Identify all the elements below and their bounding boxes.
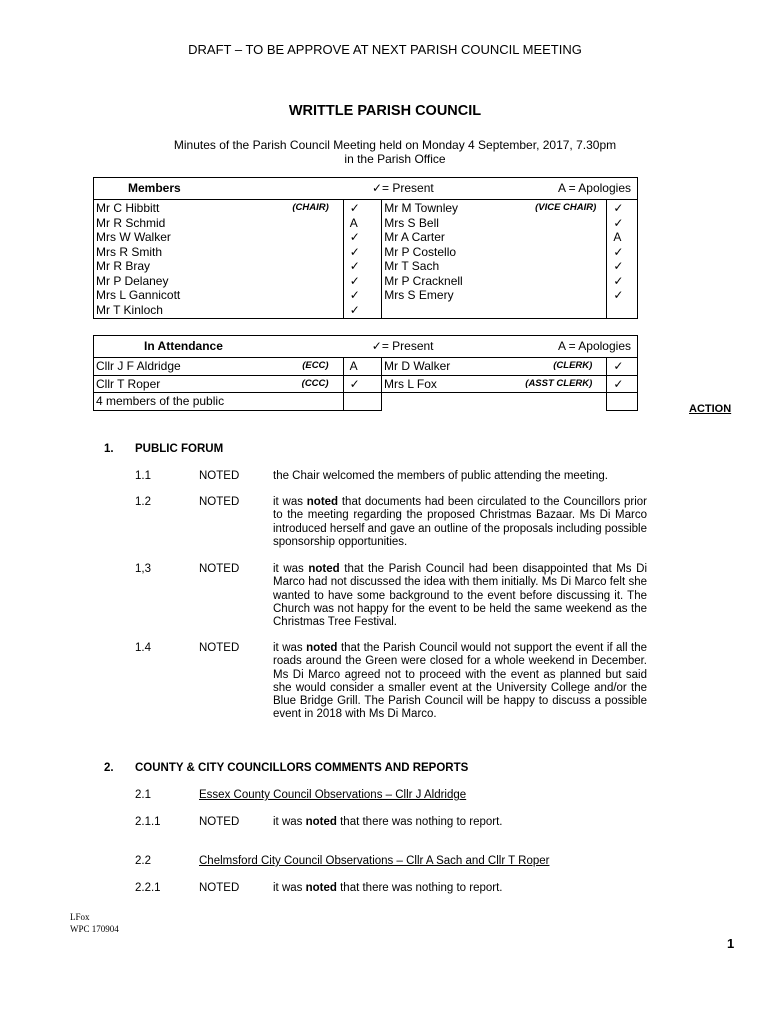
item-label: NOTED bbox=[199, 470, 240, 482]
role-tag: (ASST CLERK) bbox=[525, 377, 593, 389]
members-left-marks bbox=[343, 200, 381, 319]
item-number: 1.2 bbox=[135, 496, 151, 508]
item-text: the Chair welcomed the members of public attending the meeting. bbox=[273, 470, 608, 482]
subsection-title: Chelmsford City Council Observations – Cllr A Sach and Cllr T Roper bbox=[199, 855, 550, 867]
member-row: Mr R Bray bbox=[96, 259, 150, 273]
member-row: Mr P Delaney bbox=[96, 273, 169, 288]
attendee-name: 4 members of the public bbox=[94, 393, 344, 411]
attendance-row bbox=[94, 358, 638, 376]
subsection-number: 2.1 bbox=[135, 789, 151, 801]
members-heading: Members bbox=[128, 181, 181, 195]
attendance-mark: ✓ bbox=[607, 358, 638, 376]
attendee-name: Cllr T Roper bbox=[96, 376, 161, 391]
member-row: Mr T Kinloch bbox=[96, 302, 163, 317]
item-label: NOTED bbox=[199, 496, 240, 508]
member-row: Mrs W Walker bbox=[96, 230, 171, 244]
members-right-marks bbox=[607, 200, 638, 319]
members-right-names bbox=[382, 200, 607, 319]
footer-author: LFox bbox=[70, 912, 90, 922]
members-header-row bbox=[94, 178, 638, 200]
section-number: 1. bbox=[104, 443, 114, 455]
subsection-number: 2.2 bbox=[135, 855, 151, 867]
section-heading: COUNTY & CITY COUNCILLORS COMMENTS AND REPORTS bbox=[135, 762, 469, 774]
meeting-location: in the Parish Office bbox=[344, 152, 446, 166]
item-text: it was noted that documents had been circulated to the Councillors prior to the meeting regarding the proposed Christmas Bazaar. Ms Di Marco introduced herself and gave an outline of the proposals including possible sponsorship opportunities. bbox=[273, 496, 648, 548]
role-tag: (ECC) bbox=[302, 360, 329, 371]
attendance-mark: ✓ bbox=[349, 302, 360, 317]
member-row: Mr M Townley (VICE CHAIR) bbox=[384, 201, 597, 215]
attendance-mark: A bbox=[343, 358, 381, 376]
attendance-row bbox=[94, 375, 638, 393]
attendance-header-row bbox=[94, 336, 638, 358]
item-number: 2.2.1 bbox=[135, 882, 161, 894]
item-label: NOTED bbox=[199, 882, 240, 894]
role-tag: (CHAIR) bbox=[292, 202, 329, 213]
member-row: Mr A Carter bbox=[384, 230, 445, 244]
section-heading: PUBLIC FORUM bbox=[135, 443, 224, 455]
member-row: Mr R Schmid bbox=[96, 215, 166, 230]
subsection-title: Essex County Council Observations – Cllr J Aldridge bbox=[199, 789, 467, 801]
footer-reference: WPC 170904 bbox=[70, 924, 119, 934]
attendance-mark: ✓ bbox=[607, 375, 638, 393]
item-text: it was noted that the Parish Council had been disappointed that Ms Di Marco had not discussed the idea with them initially. Ms Di Marco felt she wanted to have some background to the event before discussing it. The Church was not happy for the event to be held the same weekend as the Christmas Tree Festival. bbox=[273, 563, 647, 629]
attendee-name: Mrs L Fox bbox=[384, 376, 437, 391]
document-title: WRITTLE PARISH COUNCIL bbox=[288, 103, 482, 119]
member-row: Mrs S Emery bbox=[384, 288, 454, 302]
member-row: Mr T Sach bbox=[384, 259, 440, 273]
present-legend: ✓= Present bbox=[371, 339, 434, 353]
member-row: Mrs L Gannicott bbox=[96, 288, 181, 302]
item-number: 2.1.1 bbox=[135, 816, 161, 828]
apologies-legend: A = Apologies bbox=[557, 339, 631, 353]
item-number: 1.4 bbox=[135, 642, 151, 654]
page-number: 1 bbox=[727, 936, 735, 951]
role-tag: (CCC) bbox=[301, 377, 329, 389]
members-table bbox=[93, 177, 638, 319]
attendee-name: Mr D Walker bbox=[384, 359, 451, 373]
attendance-mark: ✓ bbox=[349, 259, 360, 273]
attendance-mark: ✓ bbox=[349, 244, 360, 259]
attendance-mark: ✓ bbox=[349, 273, 360, 288]
member-row: Mrs S Bell bbox=[384, 215, 439, 230]
apologies-legend: A = Apologies bbox=[557, 181, 631, 195]
members-body-row bbox=[94, 200, 638, 319]
item-label: NOTED bbox=[199, 816, 240, 828]
attendance-mark: ✓ bbox=[349, 288, 360, 302]
section-number: 2. bbox=[104, 762, 114, 774]
item-number: 1,3 bbox=[135, 563, 151, 575]
draft-notice: DRAFT – TO BE APPROVE AT NEXT PARISH COUNCIL MEETING bbox=[188, 42, 582, 57]
member-row: Mr C Hibbitt (CHAIR) bbox=[96, 201, 329, 215]
action-column-label: ACTION bbox=[689, 403, 732, 415]
attendance-mark: ✓ bbox=[343, 375, 381, 393]
item-text: it was noted that there was nothing to report. bbox=[273, 882, 503, 894]
member-row: Mr P Costello bbox=[384, 244, 457, 259]
attendance-heading: In Attendance bbox=[144, 339, 223, 353]
members-left-names bbox=[94, 200, 344, 319]
attendance-mark: ✓ bbox=[349, 230, 360, 244]
attendance-mark: ✓ bbox=[613, 215, 624, 230]
attendance-row bbox=[94, 393, 638, 411]
item-label: NOTED bbox=[199, 563, 240, 575]
attendee-name: Cllr J F Aldridge bbox=[96, 359, 181, 373]
attendance-mark: ✓ bbox=[349, 201, 360, 215]
meeting-description: Minutes of the Parish Council Meeting held on Monday 4 September, 2017, 7.30pm bbox=[173, 138, 617, 152]
member-row: Mr P Cracknell bbox=[384, 273, 463, 288]
attendance-mark: ✓ bbox=[613, 201, 624, 215]
role-tag: (VICE CHAIR) bbox=[535, 202, 597, 213]
attendance-table bbox=[93, 335, 638, 411]
item-number: 1.1 bbox=[135, 470, 151, 482]
item-text: it was noted that the Parish Council would not support the event if all the roads around the Green were closed for a whole weekend in December. Ms Di Marco agreed not to proceed with the event as planned but said she would consider a smaller event at the University College and/or the Blue Bridge Grill. The Parish Council will be happy to discuss a possible event in 2018 with Ms Di Marco. bbox=[273, 642, 648, 721]
attendance-mark: A bbox=[349, 215, 358, 230]
item-label: NOTED bbox=[199, 642, 240, 654]
role-tag: (CLERK) bbox=[553, 360, 593, 371]
item-text: it was noted that there was nothing to report. bbox=[273, 816, 503, 828]
present-legend: ✓= Present bbox=[371, 181, 434, 195]
attendance-mark: ✓ bbox=[613, 288, 624, 302]
attendance-mark: ✓ bbox=[613, 259, 624, 273]
attendance-mark: ✓ bbox=[613, 244, 624, 259]
attendance-mark: A bbox=[613, 230, 622, 244]
member-row: Mrs R Smith bbox=[96, 244, 162, 259]
attendance-mark: ✓ bbox=[613, 273, 624, 288]
